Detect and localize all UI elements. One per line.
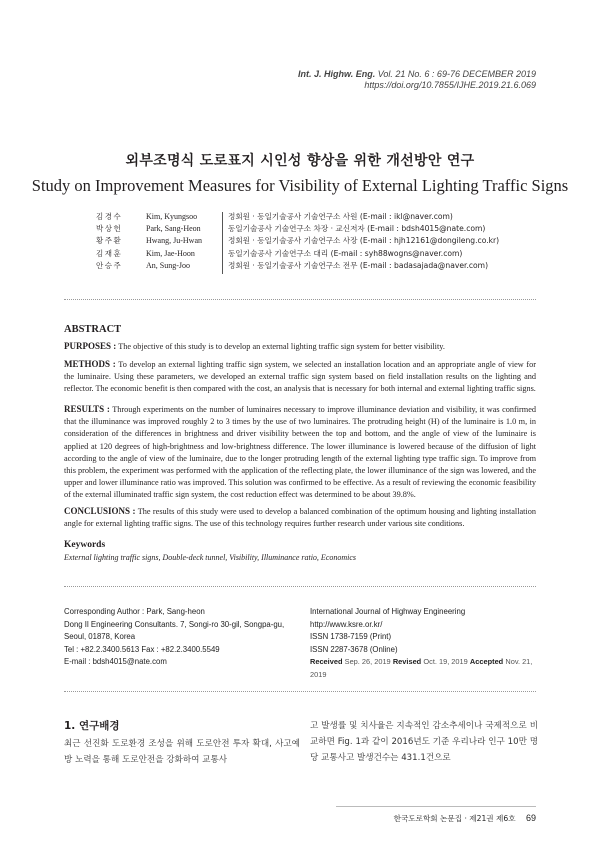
body-text-left: 최근 선진화 도로환경 조성을 위해 도로안전 투자 확대, 사고예방 노력을 통해 도로안전을 강화하여 교통사 (64, 739, 300, 765)
keywords-text: External lighting traffic signs, Double-deck tunnel, Visibility, Illuminance ratio, Economics (64, 553, 357, 562)
corresponding-author: Corresponding Author : Park, Sang-heon (64, 607, 205, 616)
section-heading: 1. 연구배경 (64, 720, 120, 732)
author-row (96, 223, 536, 235)
received-date: Sep. 26, 2019 (344, 657, 391, 667)
journal-abbrev: Int. J. Highw. Eng. (298, 69, 376, 79)
revised-label: Revised (392, 657, 422, 667)
history-dates (310, 656, 540, 681)
accepted-label: Accepted (469, 657, 504, 667)
author-affiliation: 정회원 · 동일기술공사 기술연구소 사장 (E-mail : hjh12161@dongileng.co.kr) (228, 236, 500, 246)
methods-label: METHODS : (64, 359, 116, 369)
author-name-ko: 박상헌 (96, 224, 123, 234)
purposes-label: PURPOSES : (64, 341, 117, 351)
author-name-en: Park, Sang-Heon (146, 224, 201, 234)
accepted-date: Nov. 21, 2019 (310, 657, 533, 679)
author-affiliation: 동일기술공사 기술연구소 차장 · 교신저자 (E-mail : bdsh4015@nate.com) (228, 224, 486, 234)
author-row (96, 211, 536, 223)
volume-issue: Vol. 21 No. 6 : 69-76 (377, 69, 460, 79)
corresponding-email[interactable]: E-mail : bdsh4015@nate.com (64, 657, 167, 667)
corresponding-phone: Tel : +82.2.3400.5613 Fax : +82.2.3400.5549 (64, 644, 220, 654)
author-affiliation: 정회원 · 동일기술공사 기술연구소 사원 (E-mail : ikl@naver.com) (228, 212, 453, 221)
author-name-en: Kim, Jae-Hoon (146, 248, 195, 258)
revised-date: Oct. 19, 2019 (423, 657, 468, 667)
keywords-heading: Keywords (64, 540, 106, 550)
purposes-text: The objective of this study is to develop an external lighting traffic sign system for better visibility. (118, 342, 445, 351)
journal-name: International Journal of Highway Engineering (310, 607, 466, 616)
journal-citation (298, 68, 536, 80)
author-row (96, 235, 536, 247)
author-name-ko: 안승주 (96, 260, 123, 270)
abstract-results (64, 403, 536, 502)
issn-online: ISSN 2287-3678 (Online) (310, 644, 398, 654)
section-divider (64, 586, 536, 587)
corresponding-address-line: Dong Il Engineering Consultants. 7, Songi-ro 30-gil, Songpa-gu, (64, 619, 285, 629)
results-text: Through experiments on the number of luminaires necessary to improve illuminance deviation and visibility, it was confirmed that the illuminance was improved roughly 2 to 3 times by the use of two luminaires. The protruding height (H) of the luminaire is 1.0 m, in consideration of the differences in brightness and driver visibility between the top and bottom, and the angle of view of the luminaire is applied at 120 degrees of high-brightness and low-brightness difference. The lower illuminance is lowered because of the diffusion of light according to the angle of view of the luminaire, due to the longer protruding length of the external lighting type traffic sign. To improve from this problem, the experiment was performed with the application of the reflecting plate, the lower illuminance of the sign was lowered, and the upper and lower illuminance ratio was improved. This solution was confirmed to be effective. As a result of reviewing the economic feasibility of the external illuminated traffic sign system, the cost reduction effect was determined to be about 39.8%. (64, 405, 536, 500)
received-label: Received (310, 657, 343, 667)
body-text-right: 고 발생률 및 치사율은 지속적인 감소추세이나 국제적으로 비교하면 Fig. 1과 같이 2016년도 기준 우리나라 인구 10만 명당 교통사고 발생건수는 431.1건으로 (310, 721, 538, 763)
author-name-ko: 김경수 (96, 212, 123, 221)
methods-text: To develop an external lighting traffic sign system, we selected an installation location and an appropriate angle of view for the luminaire. Using these parameters, we developed an external traffic sign system based on field installation results on the lighting and reflector. The economic benefit is then compared with the cost, an analysis that is necessary for both internal and external lighting traffic signs. (64, 360, 536, 394)
author-name-ko: 김재훈 (96, 248, 123, 258)
author-affiliation: 동일기술공사 기술연구소 대리 (E-mail : syh88wogns@naver.com) (228, 248, 463, 258)
section-divider (64, 299, 536, 300)
journal-info-block (310, 606, 540, 682)
author-name-en: Kim, Kyungsoo (146, 212, 198, 221)
corresponding-author-block (64, 606, 304, 669)
abstract-conclusions (64, 505, 536, 530)
author-row (96, 248, 536, 260)
author-row (96, 260, 536, 272)
abstract-purposes (64, 340, 536, 353)
footer-journal: 한국도로학회 논문집 · 제21권 제6호 (393, 814, 516, 823)
author-name-ko: 황주환 (96, 236, 123, 246)
abstract-methods (64, 358, 536, 396)
corresponding-address-line: Seoul, 01878, Korea (64, 632, 136, 642)
title-english: Study on Improvement Measures for Visibility of External Lighting Traffic Signs (31, 176, 569, 195)
section-divider (64, 691, 536, 692)
page-footer (394, 813, 536, 824)
issn-print: ISSN 1738-7159 (Print) (310, 632, 392, 642)
page-number: 69 (525, 813, 536, 823)
conclusions-label: CONCLUSIONS : (64, 506, 136, 516)
journal-url[interactable]: http://www.ksre.or.kr/ (310, 619, 383, 629)
title-korean: 외부조명식 도로표지 시인성 향상을 위한 개선방안 연구 (125, 153, 475, 169)
footer-rule (336, 806, 536, 807)
author-name-en: An, Sung-Joo (146, 260, 191, 270)
conclusions-text: The results of this study were used to develop a balanced combination of the optimum housing and lighting installation angle for external lighting traffic signs. The use of this technology requires further research under various site conditions. (64, 507, 536, 529)
abstract-heading: ABSTRACT (64, 324, 122, 335)
doi-link[interactable]: https://doi.org/10.7855/IJHE.2019.21.6.069 (364, 80, 536, 90)
author-list (96, 211, 536, 272)
author-name-en: Hwang, Ju-Hwan (146, 236, 202, 246)
author-affiliation: 정회원 · 동일기술공사 기술연구소 전무 (E-mail : badasajada@naver.com) (228, 260, 489, 270)
issue-date: DECEMBER 2019 (462, 69, 536, 79)
results-label: RESULTS : (64, 404, 110, 414)
